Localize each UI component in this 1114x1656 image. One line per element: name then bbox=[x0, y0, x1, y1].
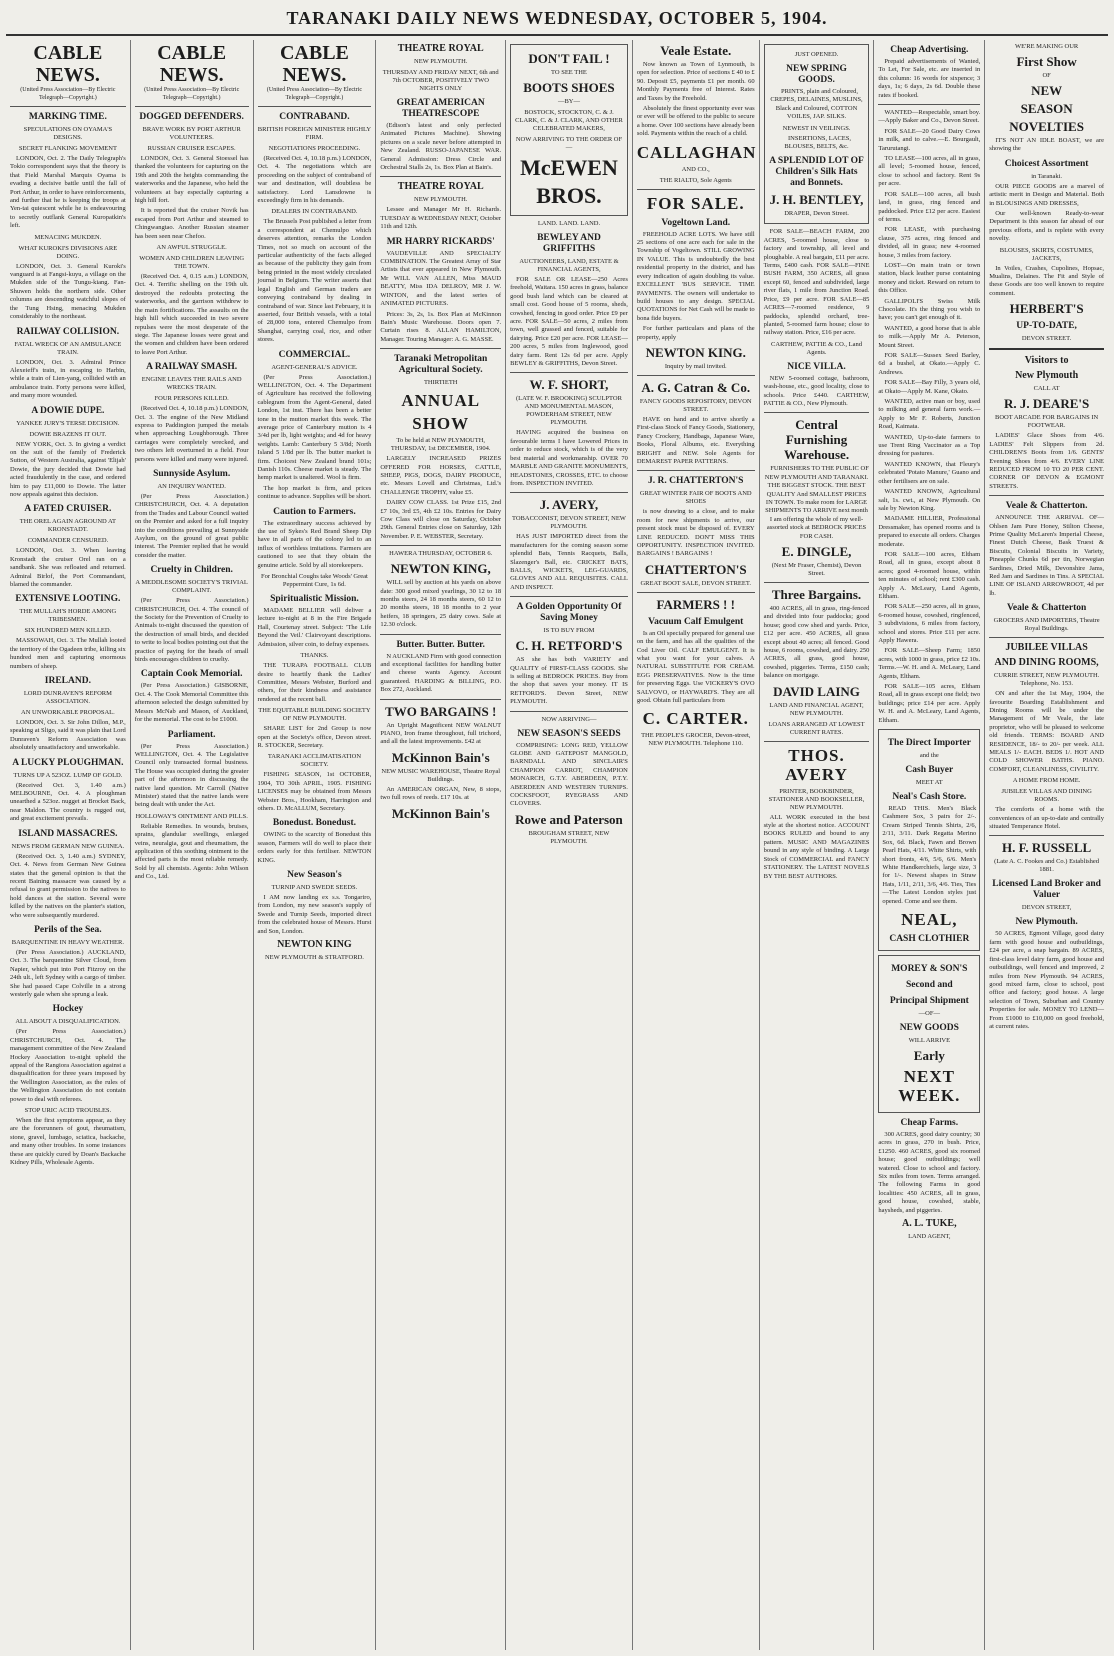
article-text: (Per Press Association.) CHRISTCHURCH, Oct. 4. The council of the Society for the Prevention of Cruelty to Animals to-night discussed the question of the destruction of small birds, and decided to write to local bodies pointing out that the practice of paying for the heads of small birds encourages children to cruelty. bbox=[134, 597, 249, 664]
subheading: DEALERS IN CONTRABAND. bbox=[271, 208, 358, 216]
subheading: TURNS UP A 523OZ. LUMP OF GOLD. bbox=[13, 771, 123, 779]
subheading: NOW ARRIVING— bbox=[541, 715, 597, 723]
advertiser-name: CHATTERTON'S bbox=[644, 561, 747, 577]
subheading: NEW MUSIC WAREHOUSE, Theatre Royal Buildings. bbox=[381, 767, 501, 783]
classified-ad: LOST—On main train or town station, black leather purse containing money and ticket. Reward on return to this Office. bbox=[878, 261, 981, 295]
subheading: JUBILEE VILLAS AND DINING ROOMS. bbox=[1001, 788, 1092, 804]
columns bbox=[6, 40, 1108, 1650]
article-text: MASSOWAH, Oct. 3. The Mullah looted the territory of the Ogadeen tribe, killing six hundred men and capturing enormous numbers of sheep. bbox=[10, 637, 126, 670]
subheading: To be held at NEW PLYMOUTH, THURSDAY, 1st DECEMBER, 1904. bbox=[390, 437, 491, 453]
headline: Hockey bbox=[52, 1004, 84, 1015]
subheading: SECRET FLANKING MOVEMENT bbox=[18, 145, 117, 152]
advert-title: Three Bargains. bbox=[771, 587, 862, 602]
advertiser-name: R. J. DEARE'S bbox=[1003, 396, 1090, 412]
article-text: 300 ACRES, good dairy country; 30 acres in grass, 270 in bush. Price, £1250. 460 ACRES, good six roomed house; good outbuildings; well watered. Close to school and factory. Six miles from town. Terms arranged. The following Farms in good localities: 450 ACRES, all in grass, good house, cowshed, stable, haysheds, and piggeries. bbox=[878, 1130, 981, 1214]
advert-title: BOOTS SHOES bbox=[523, 80, 615, 95]
headline: Vogeltown Land. bbox=[661, 217, 731, 228]
subheading: THIRTIETH bbox=[423, 379, 458, 387]
article-text: The hop market is firm, and prices continue to advance. Supplies will be short. bbox=[257, 484, 372, 501]
headline: EXTENSIVE LOOTING. bbox=[15, 594, 121, 605]
section-title: CABLE NEWS. bbox=[33, 42, 103, 86]
subheading: AN UNWORKABLE PROPOSAL. bbox=[21, 709, 115, 717]
advertiser-name: J. AVERY, bbox=[539, 497, 599, 513]
headline: Butter. Butter. Butter. bbox=[396, 639, 485, 650]
classified-list bbox=[878, 109, 980, 725]
column-5 bbox=[506, 40, 633, 1650]
article-text: LONDON, Oct. 3. General Stoessel has thanked the volunteers for capturing on the 19th and 20th the heights commanding the waterworks and the Japanese, who held the volunteers at bay especially capturing a high hill fort. bbox=[134, 155, 249, 205]
subheading: A HOME FROM HOME. bbox=[1012, 777, 1081, 785]
subheading: WE'RE MAKING OUR bbox=[1014, 43, 1079, 50]
article-text: Reliable Remedies. In wounds, bruises, sprains, glandular swellings, enlarged veins, neuralgia, gout and rheumatism, the application of this soothing ointment to the affected parts is the most reliable remedy. Sold by all chemists. Agents: John Wilson and Co., Ltd. bbox=[134, 822, 249, 881]
article-text: IT'S NOT AN IDLE BOAST, we are showing the bbox=[989, 137, 1104, 153]
headline: Cheap Advertising. bbox=[890, 45, 969, 55]
article-text: Prepaid advertisements of Wanted, To Let, For Sale, etc. are inserted in this column: 16 words for sixpence; 3 days, 1s; 6 days, 2s 6d. Double these rates if booked. bbox=[878, 58, 981, 99]
classified-ad: WANTED—Respectable, smart boy.—Apply Baker and Co., Devon Street. bbox=[878, 109, 981, 125]
advert-box bbox=[878, 955, 980, 1113]
article-text: (Received Oct. 4, 10.18 p.m.) LONDON, Oct. 4. The negotiations which are proceeding on the subject of contraband of war and destination, will doubtless be satisfactory. Lord Lansdowne is exceedingly firm in his demands. bbox=[257, 155, 372, 205]
article-text: NEW YORK, Oct. 3. In giving a verdict on the suit of the family of Frederick Sutton, of Western Australia, against 'Elijah' Dowie, the jury decided that Dowie had acted fraudulently in the case, and ordered him to pay £11,000 to Dowie. The latter now appeals against this decision. bbox=[10, 440, 126, 498]
headline: Licensed Land Broker and Valuer bbox=[992, 879, 1101, 901]
subheading: ENGINE LEAVES THE RAILS AND WRECKS TRAIN. bbox=[141, 376, 242, 392]
subheading: LAND. LAND. LAND. bbox=[537, 220, 601, 227]
article-text: NEW 5-roomed cottage, bathroom, wash-house, etc., good locality, close to schools. Price £440. CARTHEW, PATTIE & CO., New Plymouth. bbox=[763, 374, 870, 407]
headline: MARKING TIME. bbox=[28, 112, 107, 122]
headline: A Golden Opportunity Of Saving Money bbox=[516, 602, 622, 624]
subheading: TURNIP AND SWEDE SEEDS. bbox=[271, 884, 358, 891]
advert-title: TWO BARGAINS ! bbox=[385, 703, 497, 719]
advert-box bbox=[510, 44, 628, 216]
headline: CONTRABAND. bbox=[279, 112, 350, 122]
classified-ad: WANTED, active man or boy, used to milking and general farm work.—Apply to Mr F. Roberts, Junction Road, Kaimata. bbox=[878, 398, 981, 431]
classified-ad: FOR SALE—100 acres, Eltham Road, all in grass, except about 8 acres; good 4-roomed house, within ten minutes of school; rent £300 cash. Apply A. McLeary, Land Agents, Eltham. bbox=[878, 550, 981, 600]
article-text: (Per Press Association.) WELLINGTON, Oct. 4. The Department of Agriculture has received the following cablegram from the Agent-General, dated London, 1st inst. There has been a better tone in the mutton market this week. The average price of Canterbury mutton is 4 3/4d per lb, light weights; and 4d for heavy weights. Lamb: Canterbury 5 3/8d; North Island 5 1/8d per lb. The butter market is firm. Choicest New Zealand brand 101s; Danish 110s. Cheese market is steady. The hemp market is unaltered. Wool is firm. bbox=[257, 373, 372, 482]
subheading: THANKS. bbox=[300, 652, 329, 660]
headline: DOGGED DEFENDERS. bbox=[139, 112, 244, 122]
advert-title: First Show bbox=[1016, 54, 1077, 69]
advert-line: For Bronchial Coughs take Woods' Great Peppermint Cure, 1s 6d. bbox=[261, 573, 368, 589]
classified-ad: WANTED, a good horse that is able to milk.—Apply Mr A. Peterson, Mount Street. bbox=[878, 324, 981, 349]
headline: Bonedust. Bonedust. bbox=[272, 818, 357, 829]
article-text: FREEHOLD ACRE LOTS. We have still 25 sections of one acre each for sale in the Township of Vogeltown. STILL GROWING IN VALUE. This is undoubtedly the best residential property in the district, and has every indication of again doubling its value. EXCELLENT 'BUS SERVICE. TIME PAYMENTS. The owners will undertake to build houses to any design. SPECIAL QUOTATIONS for Net Cash will be made to bona fide buyers. bbox=[636, 230, 755, 322]
article-text: VAUDEVILLE AND SPECIALTY COMBINATION. The Greatest Array of Star Artists that ever appeared in New Plymouth. Mr WILL VAN ALLEN, Miss MAUD BEATTY, Miss IDA DELROY, MR J. W. WINTON, and the latest series of ANIMATED PICTURES. bbox=[380, 249, 502, 308]
advertiser-name: THOS. AVERY bbox=[785, 745, 848, 784]
advertiser-name: BROS. bbox=[536, 183, 602, 208]
article-text: OUR PIECE GOODS are a marvel of artistic merit in Design and Material. Both in BLOUSINGS AND DRESSES, bbox=[989, 182, 1104, 207]
headline: J. R. CHATTERTON'S bbox=[648, 476, 744, 487]
classified-ad: FOR LEASE, with purchasing clause, 375 acres, ring fenced and divided, all in grass; new 4-roomed house, 3 miles from factory. bbox=[878, 226, 981, 259]
article-text: An AMERICAN ORGAN, New, 8 stops, two full rows of reeds. £17 10s. at bbox=[380, 785, 502, 802]
subheading: AUCTIONEERS, LAND, ESTATE & FINANCIAL AGENTS, bbox=[519, 258, 619, 273]
article-text: ON and after the 1st May, 1904, the favourite Boarding Establishment and Dining Rooms will be under the Management of Mr Veale, the late proprietor, who will be pleased to welcome old friends. TERMS: BOARD AND RESIDENCE, 18/- to 20/- per week. ALL MEALS 1/- EACH. BEDS 1/. HOT AND COLD SHOWER BATHS. PIANO. COMFORT, CLEANLINESS, CIVILITY. bbox=[989, 690, 1104, 773]
subheading: FATAL WRECK OF AN AMBULANCE TRAIN. bbox=[14, 340, 122, 356]
article-text: FOR SALE OR LEASE—250 Acres freehold, Waitara. 150 acres in grass, balance good bush land which can be cleared at small cost. Good house of 5 rooms, sheds, cowshed, fencing in good order. Price £9 per acre. FOR SALE—50 acres, 2 miles from town, well grassed and fenced, suitable for dairying. Price £20 per acre. FOR LEASE—200 acres, 5 miles from Inglewood, good dairy farm. Rent 12s 6d per acre. Apply BEWLEY & GRIFFITHS, Devon Street. bbox=[510, 276, 628, 368]
article-text: I AM now landing ex s.s. Tongariro, from London, my new season's supply of Swede and Turnip Seeds, imported direct from the celebrated house of Messrs. Hurst and Son, London. bbox=[257, 894, 372, 935]
advert-title: DON'T FAIL ! bbox=[528, 51, 610, 66]
advert-title: Visitors to bbox=[1024, 355, 1069, 367]
classified-ad: FOR SALE—100 acres, all bush land, in grass, ring fenced and paddocked. Price £12 per acre. Easiest of terms. bbox=[878, 190, 981, 223]
classified-ad: WANTED KNOWN, that Fleury's celebrated 'Potato Manure,' Guano and other fertilisers are on sale. bbox=[878, 460, 981, 485]
subheading: GROCERS AND IMPORTERS, Theatre Royal Buildings. bbox=[993, 617, 1100, 633]
article-text: (Received Oct. 3, 1.40 a.m.) SYDNEY, Oct. 4. News from German New Guinea states that the general opinion is that the recent Baining massacre was caused by a refusal to grant permission to the natives to hold dances at the station. Several were killed by the natives on the planter's station, who were subsequently murdered. bbox=[10, 852, 126, 919]
headline: A LUCKY PLOUGHMAN. bbox=[12, 757, 124, 768]
headline: Vacuum Calf Emulgent bbox=[648, 616, 744, 627]
advertiser-name: A. L. TUKE, bbox=[902, 1218, 957, 1229]
headline: NICE VILLA. bbox=[787, 361, 846, 372]
subheading: BOOT ARCADE FOR BARGAINS IN FOOTWEAR. bbox=[995, 414, 1099, 430]
masthead: TARANAKI DAILY NEWS WEDNESDAY, OCTOBER 5, 1904. bbox=[6, 6, 1108, 36]
advertiser-name: A. G. Catran & Co. bbox=[641, 379, 751, 395]
subheading: LAND AND FINANCIAL AGENT, NEW PLYMOUTH. bbox=[769, 701, 864, 717]
subheading: NEWEST IN VEILINGS. bbox=[782, 124, 851, 132]
classified-ad: WANTED, Up-to-date farmers to use Trent Ring Vaccinator as a Top dressing for pastures. bbox=[878, 433, 981, 458]
headline: RAILWAY COLLISION. bbox=[16, 326, 120, 337]
subheading: NEWS FROM GERMAN NEW GUINEA. bbox=[11, 842, 125, 850]
article-text: 50 ACRES, Egmont Village, good dairy farm with good house and outbuildings, £24 per acre, a snap bargain. 89 ACRES, first-class level dairy farm, good house and outbuildings, well fenced and improved, 2 miles from New Plymouth. 94 ACRES, good mixed farm, close to school, post office and factory; good house. A large selection of Town, Suburban and Country Properties for sale. MONEY TO LEND—From £1000 to £10,000 on good freehold, at current rates. bbox=[989, 930, 1104, 1030]
subheading: SPECULATIONS ON OYAMA'S DESIGNS. bbox=[23, 126, 113, 141]
subheading: THE RIALTO, Sole Agents bbox=[659, 176, 732, 184]
headline: A DOWIE DUPE. bbox=[31, 405, 105, 416]
subheading: IS TO BUY FROM bbox=[543, 627, 595, 635]
article-text: When the first symptoms appear, as they are the forerunners of gout, rheumatism, stone, gravel, lumbago, sciatica, backache, and many other troubles. In some instances these are quickly cured by Doan's Backache Kidney Pills, Wholesale Agents. bbox=[10, 1117, 126, 1167]
advert-title: SHOW bbox=[412, 414, 470, 434]
subheading: PRINTER, BOOKBINDER, STATIONER AND BOOKSELLER, NEW PLYMOUTH. bbox=[768, 787, 865, 811]
column-3 bbox=[254, 40, 377, 1650]
article-text: INSERTIONS, LACES, BLOUSES, BELTS, &c. bbox=[784, 134, 852, 151]
advertiser-name: McKinnon Bain's bbox=[391, 749, 490, 765]
article-text: (Edison's latest and only perfected Animated Pictures Machine). Showing pictures on a scale never before attempted in New Zealand. RUSSO-JAPANESE WAR. General Admission: Dress Circle and Orchestral Stalls 2s, 1s. Box Plan at Bain's. bbox=[380, 122, 502, 172]
headline: Choicest Assortment bbox=[1004, 158, 1089, 169]
article-text: N AUCKLAND Firm with good connection and exceptional facilities for handling butter and cheese wants Agency. Account guaranteed. HARDING & BILLING, P.O. Box 272, Auckland. bbox=[380, 652, 502, 694]
article-text: ALL WORK executed in the best style at the shortest notice. ACCOUNT BOOKS RULED and bound to any pattern. MUSIC AND MAGAZINES bound in any style of binding. A Large Stock of COMMERCIAL and FANCY STATIONERY. The LATEST NOVELS BY THE BEST AUTHORS. bbox=[763, 813, 870, 880]
subheading: OF bbox=[1042, 72, 1051, 79]
headline: MOREY & SON'S bbox=[891, 963, 968, 974]
advertiser-name: W. F. SHORT, bbox=[529, 377, 609, 393]
subheading: YANKEE JURY'S TERSE DECISION. bbox=[16, 419, 120, 427]
subheading: HAWERA THURSDAY, OCTOBER 6. bbox=[389, 550, 493, 558]
article-text: SHARE LIST for 2nd Group is now open at the Society's office, Devon street. R. STOCKER, Secretary. bbox=[257, 725, 372, 749]
headline: MR HARRY RICKARDS' bbox=[386, 236, 495, 247]
subheading: GREAT WINTER FAIR OF BOOTS AND SHOES bbox=[639, 490, 752, 506]
advertiser-name: McEWEN bbox=[520, 155, 618, 180]
subheading: DEVON STREET. bbox=[1021, 335, 1072, 343]
headline: New Plymouth. bbox=[1015, 917, 1078, 928]
headline: IRELAND. bbox=[44, 676, 91, 687]
advert-title: FARMERS ! ! bbox=[656, 596, 735, 612]
headline: The Direct Importer bbox=[887, 738, 971, 749]
advert-title: NOVELTIES bbox=[1009, 119, 1084, 134]
subheading: CURRIE STREET, NEW PLYMOUTH. Telephone, No. 153. bbox=[993, 672, 1100, 688]
article-text: Is an Oil specially prepared for general use on the farm, and has all the qualities of the Cod Liver Oil. CALF EMULGENT. It is what you want for your calves. A NATURAL SUBSTITUTE FOR CREAM. EGG PRESERVATIVES. Now is the time for preserving Eggs. Use VICKERY'S OVO SALVOVO, or HAYWARD'S. They are all good. Obtain full particulars from bbox=[636, 629, 755, 705]
advert-title: New Plymouth bbox=[1015, 370, 1079, 382]
classified-ad: TO LEASE—100 acres, all in grass, all level; 5-roomed house, fenced, close to school and factory. Rent 9s per acre. bbox=[878, 155, 981, 188]
advertiser-name: NEWTON KING, bbox=[390, 561, 491, 577]
headline: A RAILWAY SMASH. bbox=[146, 362, 238, 373]
headline: BEWLEY AND GRIFFITHS bbox=[537, 233, 601, 254]
classified-ad: FOR SALE—Bay Filly, 3 years old, at Okato—Apply M. Kane, Okato. bbox=[878, 379, 981, 395]
subheading: BRITISH FOREIGN MINISTER HIGHLY FIRM. bbox=[257, 126, 372, 141]
advertiser-name: CALLAGHAN bbox=[636, 142, 757, 162]
headline: Perils of the Sea. bbox=[34, 924, 102, 935]
advert-title: NEW bbox=[1031, 83, 1063, 98]
advertiser-name: H. F. RUSSELL bbox=[1002, 840, 1092, 856]
subheading: (LATE W. F. BROOKING) SCULPTOR AND MONUMENTAL MASON, POWDERHAM STREET, NEW PLYMOUTH. bbox=[516, 395, 622, 427]
subheading: —OF— bbox=[918, 1009, 940, 1017]
headline: Veale & Chatterton bbox=[1006, 603, 1087, 614]
subheading: Inquiry by mail invited. bbox=[664, 362, 727, 370]
subheading: (Late A. C. Fookes and Co.) Established 1881. bbox=[994, 858, 1100, 874]
headline: GREAT AMERICAN THEATRESCOPE bbox=[396, 98, 485, 119]
article-text: The comforts of a home with the conveniences of an up-to-date and centrally situated Temperance Hotel. bbox=[989, 806, 1104, 831]
advertiser-name: NEWTON KING. bbox=[645, 344, 746, 360]
headline: Cruelty in Children. bbox=[150, 565, 233, 576]
subheading: AN INQUIRY WANTED. bbox=[157, 482, 226, 490]
article-text: WILL sell by auction at his yards on above date: 300 good mixed yearlings, 30 12 to 18 months steers, 24 18 months steers, 60 12 to 20 months steers, 18 18 months to 2 year heifers, 18 springers, 25 dairy cows. Sale at 12.30 o'clock. bbox=[380, 579, 502, 629]
subheading: GREAT BOOT SALE, DEVON STREET. bbox=[640, 579, 751, 587]
credit-line: (United Press Association—By Electric Telegraph—Copyright.) bbox=[20, 87, 116, 101]
subheading: LOANS ARRANGED AT LOWEST CURRENT RATES. bbox=[768, 720, 865, 736]
subheading: SIX HUNDRED MEN KILLED. bbox=[24, 627, 112, 635]
article-text: MADAME BELLIER will deliver a lecture to-night at 8 in the Fire Brigade Hall, Courtenay street. Subject: 'The Life Beyond the Veil.' Clairvoyant descriptions. Admission, silver coin, to defray expenses. bbox=[257, 607, 372, 648]
subheading: JUST OPENED. bbox=[794, 51, 839, 58]
article-text: Now known as Town of Lynmouth, is open for selection. Price of sections £ 40 to £ 90. Deposit £5, payments £1 per month. 60 Monthly Payments free of Interest. Rates and Taxes by the Freehold. bbox=[636, 61, 755, 102]
article-text: LONDON, Oct. 2. The Daily Telegraph's Tokio correspondent says that the theory is that Field Marshal Marquis Oyama is evading a decisive battle until the fall of Port Arthur, in order to have reinforcements, and further that he is keeping the troops at Yen-tai quiescent while he is endeavouring to secretly outflank General Kuropatkin's left. bbox=[10, 155, 126, 230]
subheading: FANCY GOODS REPOSITORY, DEVON STREET. bbox=[639, 397, 752, 413]
headline: Parliament. bbox=[167, 729, 216, 740]
headline: Second and bbox=[905, 979, 953, 990]
advert-title: FOR SALE. bbox=[646, 193, 745, 213]
advert-box bbox=[878, 729, 980, 951]
subheading: AND CO., bbox=[681, 165, 710, 173]
subheading: —BY— bbox=[557, 98, 580, 105]
classified-ad: FOR SALE—105 acres, Eltham Road, all in grass except one field; two buildings; price £14 per acre. Apply W. H. and A. McLeary, Land Agents, Eltham. bbox=[878, 683, 981, 724]
advert-title: AND DINING ROOMS, bbox=[994, 657, 1099, 669]
article-text: HAVING acquired the business on favourable terms I have Lowered Prices in order to reduce stock, which is of the very best material and workmanship. OVER 70 MARBLE AND GRANITE MONUMENTS, HEADSTONES, CROSSES, ETC. to choose from. INSPECTION INVITED. bbox=[510, 429, 628, 487]
article-text: AS she has both VARIETY and QUALITY of FIRST-CLASS GOODS. She is selling at BEDROCK PRICES. Buy from the shop that saves your money. IT IS RETFORD'S. Devon Street, NEW PLYMOUTH. bbox=[510, 656, 628, 706]
subheading: BARQUENTINE IN HEAVY WEATHER. bbox=[11, 938, 124, 946]
subheading: AGENT-GENERAL'S ADVICE. bbox=[271, 363, 358, 371]
article-text: COMPRISING: LONG RED, YELLOW GLOBE AND GATEPOST MANGOLD, BARNDALL AND SINCLAIR'S CHAMPION CARROT, CHAMPION MONARCH, G.T.Y. ABERDEEN, P.T.Y. ABERDEEN AND WESTERN TURNIPS. COCKSFOOT, RYEGRASS AND CLOVERS. bbox=[510, 741, 628, 808]
column-8 bbox=[874, 40, 985, 1650]
subheading: RUSSIAN CRUISER ESCAPES. bbox=[147, 145, 236, 152]
headline: Veale & Chatterton. bbox=[1005, 501, 1088, 512]
column-6 bbox=[633, 40, 760, 1650]
classified-ad: FOR SALE—Sussex Seed Barley, 6d a bushel, at Okato.—Apply C. Andrews. bbox=[878, 352, 981, 376]
article-text: (Per Press Association.) AUCKLAND, Oct. 3. The barquentine Silver Cloud, from Napier, which put into Port Fitzroy on the 24th ult., left Sydney with a cargo of timber. She had passed Cape Colville in a strong westerly gale when she sprung a leak. bbox=[10, 948, 126, 998]
article-text: HAVE on hand and to arrive shortly a First-class Stock of Fancy Goods, Stationery, Fancy Crockery, Handbags, Japanese Ware, Books, Floral Albums, etc. Everything BRIGHT and NEW. Sole Agents for DEMAREST PAPER PATTERNS. bbox=[636, 415, 755, 465]
subheading: NEGOTIATIONS PROCEEDING. bbox=[268, 145, 361, 152]
subheading: BLOUSES, SKIRTS, COSTUMES, JACKETS, bbox=[999, 246, 1094, 262]
article-text: (Per Press Association.) CHRISTCHURCH, Oct. 4. The management committee of the New Zealand Hockey Association to-night upheld the appeal of the Rangiora Association against a disqualification for three years imposed by the Wellington Association, as the rules of the Wellington Association do not contain power to deal with referees. bbox=[10, 1028, 126, 1103]
article-text: (Received Oct. 4, 0.15 a.m.) LONDON, Oct. 4. Terrific shelling on the 19th ult. destroyed the redoubts protecting the waterworks, and the garrison withdrew to the main fortifications. The assaults on the high hill which succeeded in two severe repulses were the most desperate of the siege. The Japanese losses were great and the women and children have been ordered to leave Port Arthur. bbox=[134, 273, 249, 356]
headline: Captain Cook Memorial. bbox=[140, 669, 243, 680]
advertiser-name: McKinnon Bain's bbox=[391, 805, 490, 821]
article-text: FURNISHERS TO THE PUBLIC OF NEW PLYMOUTH AND TARANAKI. THE BIGGEST STOCK. THE BEST QUALITY And SMALLEST PRICES IN TOWN. To make room for LARGE SHIPMENTS TO ARRIVE next month I am offering the whole of my well-assorted stock at BEDROCK PRICES FOR CASH. bbox=[764, 465, 869, 540]
subheading: BRAVE WORK BY PORT ARTHUR VOLUNTEERS. bbox=[142, 126, 241, 141]
subheading: THE EQUITABLE BUILDING SOCIETY OF NEW PLYMOUTH. bbox=[258, 707, 371, 723]
headline: UP-TO-DATE, bbox=[1016, 321, 1077, 332]
headline: NEW SEASON'S SEEDS bbox=[517, 728, 621, 739]
subheading: CALL AT bbox=[1033, 385, 1060, 393]
article-text: Our well-known Ready-to-wear Department is this season far ahead of our previous efforts, and is replete with every novelty. bbox=[989, 210, 1104, 243]
subheading: THE OREL AGAIN AGROUND AT KRONSTADT. bbox=[19, 518, 116, 534]
subheading: BOSTOCK, STOCKTON, C. & J. CLARK, C. & J. CLARK, AND OTHER CELEBRATED MAKERS, bbox=[515, 109, 623, 132]
subheading: DOWIE BRAZENS IT OUT. bbox=[29, 430, 107, 438]
advertiser-name: C. CARTER. bbox=[642, 709, 749, 729]
classified-ad: MADAME HILLIER, Professional Dressmaker, has opened rooms and is prepared to execute all orders. Charges moderate. bbox=[878, 515, 981, 548]
article-text: Prices: 3s, 2s, 1s. Box Plan at McKinnon Bain's Music Warehouse. Doors open 7. Curtain rises 8. ALLAN HAMILTON, Manager. Touring Manager: A. G. MASSE. bbox=[380, 310, 502, 343]
article-text: (Received Oct. 4, 10.18 p.m.) LONDON, Oct. 3. The engine of the New Midland express to Paddington jumped the metals when approaching Loughborough. Three carriages were completely wrecked, and two others left overturned in a field. Four persons were killed and many were injured. bbox=[134, 405, 249, 463]
headline: Taranaki Metropolitan Agricultural Society. bbox=[394, 354, 488, 376]
article-text: Absolutely the finest opportunity ever was or ever will be offered to the public to secure a home. Over 100 sections have already been sold. Payments within the reach of a child. bbox=[636, 105, 755, 138]
headline: Cash Buyer bbox=[905, 765, 954, 776]
advert-title: NEXT WEEK. bbox=[898, 1066, 961, 1105]
headline: New Season's bbox=[287, 870, 342, 880]
subheading: THURSDAY AND FRIDAY NEXT, 6th and 7th OCTOBER, POSITIVELY TWO NIGHTS ONLY bbox=[382, 69, 499, 92]
article-text: (Per Press Association.) GISBORNE, Oct. 4. The Cook Memorial Committee this afternoon selected the design submitted by Messrs McNab and Mason, of Auckland, for the memorial. The cost to be £1000. bbox=[134, 682, 249, 724]
article-text: It is reported that the cruiser Novik has escaped from Port Arthur and steamed to Chingwangtao. Another Russian steamer has been seen near Chefoo. bbox=[134, 207, 249, 240]
article-text: DAIRY COW CLASS. 1st Prize £15, 2nd £7 10s, 3rd £5, 4th £2 10s. Entries for Dairy Cow Class will close on Saturday, October 29th. General Entries close on Saturday, 12th November. P. E. WEBSTER, Secretary. bbox=[380, 499, 502, 540]
subheading: ALL ABOUT A DISQUALIFICATION. bbox=[15, 1018, 121, 1026]
classified-ad: FOR SALE—Sheep Farm; 1850 acres, with 1000 in grass, price £2 10s. Terms.—W. H. and A. McLeary, Land Agents, Eltham. bbox=[878, 647, 981, 680]
classified-ad: WANTED KNOWN, Agricultural salt, 1s. cwt., at New Plymouth. On sale by Newton King. bbox=[878, 488, 981, 512]
headline: Spiritualistic Mission. bbox=[270, 594, 359, 605]
subheading: NEW PLYMOUTH. bbox=[414, 58, 468, 65]
advertiser-name: DAVID LAING bbox=[773, 683, 860, 699]
subheading: TARANAKI ACCLIMATISATION SOCIETY. bbox=[267, 753, 362, 769]
headline: NEW GOODS bbox=[899, 1022, 959, 1033]
subheading: (Next Mr Fraser, Chemist), Devon Street. bbox=[771, 562, 862, 577]
article-text: LONDON, Oct. 3. General Kuroki's vanguard is at Fangsi-kuyu, a village on the Mukden side of the Tungu-kiang. Fan-Shuwen holds the northern side. Other columns are descending watchful slopes of the Tung Hsing, menacing Mukden considerably to the northeast. bbox=[10, 262, 126, 321]
subheading: TO SEE THE bbox=[551, 69, 587, 76]
advertiser-name: J. H. BENTLEY, bbox=[769, 192, 864, 208]
advertiser-name: Rowe and Paterson bbox=[515, 811, 623, 827]
advert-title: Veale Estate. bbox=[660, 43, 732, 58]
article-text: (Per Press Association.) WELLINGTON, Oct. 4. The Legislative Council only transacted formal business. The House was occupied during the greater part of the afternoon in discussing the native land question. Mr Carroll (Native Minister) stated that the native lands were being dealt with under the Act. bbox=[134, 742, 249, 809]
subheading: STOP URIC ACID TROUBLES. bbox=[24, 1107, 112, 1115]
subheading: COMMANDER CENSURED. bbox=[27, 537, 109, 545]
subheading: WHAT KUROKI'S DIVISIONS ARE DOING. bbox=[18, 244, 118, 260]
advertiser-name: E. DINGLE, bbox=[781, 544, 852, 559]
column-2 bbox=[131, 40, 254, 1650]
subheading: in Taranaki. bbox=[1031, 172, 1063, 180]
article-text: LARGELY INCREASED PRIZES OFFERED FOR HORSES, CATTLE, SHEEP, PIGS, DOGS, DAIRY PRODUCE, etc. Messrs Lovell and Christmas, Ltd.'s CHALLENGE TROPHY, value £5. bbox=[380, 455, 502, 496]
headline: A SPLENDID LOT OF Children's Silk Hats and Bonnets. bbox=[769, 156, 864, 189]
subheading: BROUGHAM STREET, NEW PLYMOUTH. bbox=[528, 829, 610, 845]
advertiser-name: NEAL, bbox=[901, 909, 958, 929]
article-text: FOR SALE—BEACH FARM, 200 ACRES, 5-roomed house, close to factory and township, all level and ploughable. A real bargain, £11 per acre. Terms, £400 cash. FOR SALE—FINE BUSH FARM, 350 ACRES, all grass except 60, fenced and subdivided, large river flats, 1 mile from Junction Road. Price, £9 per acre. FOR SALE—85 ACRES—7-roomed residence, 9 paddocks, splendid orchard, tree-planted, 5-roomed farm house; close to railway station. Price, £16 per acre. bbox=[763, 228, 870, 337]
headline: COMMERCIAL. bbox=[278, 349, 351, 360]
article-text: HAS JUST IMPORTED direct from the manufacturers for the coming season some splendid Bats, Tennis Racquets, Balls, Slazenger's Ball, etc. CRICKET BATS, BALLS, WICKETS, LEG-GUARDS, GLOVES AND ALL REQUISITES. CALL AND INSPECT. bbox=[510, 533, 628, 591]
subheading: HOLLOWAY'S OINTMENT AND PILLS. bbox=[135, 812, 248, 820]
headline: CASH CLOTHIER bbox=[889, 933, 970, 944]
theatre-heading: THEATRE ROYAL bbox=[397, 43, 484, 54]
theatre-heading: THEATRE ROYAL bbox=[397, 181, 484, 193]
subheading: FOUR PERSONS KILLED. bbox=[154, 395, 229, 403]
column-7 bbox=[760, 40, 875, 1650]
article-text: ANNOUNCE THE ARRIVAL OF—Ohlsen Jam Pure Honey, Stilton Cheese, Prime Quality McLaren's Imperial Cheese, Finest Dutch Cheese, Bask Truest & Biscuits, Colonial Biscuits in Variety, Pineapple Chunks 6d per tin, Norwegian Sardines, Dried Milk, Devonshire Jams, Red Jam and Sardines in Tins. A SPECIAL LINE OF ISLAND ARROWROOT, 4d per lb. bbox=[989, 514, 1104, 597]
headline: ISLAND MASSACRES. bbox=[18, 828, 118, 839]
column-4 bbox=[376, 40, 506, 1650]
advert-box bbox=[764, 44, 870, 224]
subheading: TOBACCONIST, DEVON STREET, NEW PLYMOUTH. bbox=[512, 515, 626, 531]
article-text: For further particulars and plans of the property, apply bbox=[636, 325, 755, 341]
subheading: AN AWFUL STRUGGLE. bbox=[156, 244, 227, 252]
advertiser-name: NEWTON KING bbox=[277, 939, 352, 951]
article-text: LONDON, Oct. 3. When leaving Kronstadt the cruiser Orel ran on a sandbank. She was refloated and returned. Admiral Birlof, the Port Commandant, blamed the commander. bbox=[10, 547, 126, 588]
subheading: NOW ARRIVING TO THE ORDER OF— bbox=[515, 136, 623, 151]
classified-ad: FOR SALE—20 Good Dairy Cows in milk, and to calve.—E. Bourgault, Tarurutangi. bbox=[878, 127, 981, 152]
article-text: In Voiles, Crashes, Cupolines, Hopsac, Mualins, Delaines. The Fit and Style of these Goods are too well known to require comment. bbox=[989, 264, 1104, 297]
subheading: DRAPER, Devon Street. bbox=[784, 210, 849, 218]
advert-title: Central Furnishing Warehouse. bbox=[783, 417, 850, 463]
subheading: NEW PLYMOUTH. bbox=[414, 196, 468, 204]
article-text: OWING to the scarcity of Bonedust this season, Farmers will do well to place their orders early for this fertiliser. NEWTON KING. bbox=[257, 831, 372, 864]
headline: NEW SPRING GOODS. bbox=[786, 64, 847, 85]
article-text: PRINTS, plain and Coloured, CREPES, DELAINES, MUSLINS, Black and Coloured, COTTON VOILES, JAP. SILKS. bbox=[770, 88, 863, 121]
column-1 bbox=[6, 40, 131, 1650]
article-text: LONDON, Oct. 3. Sir John Dillon, M.P., speaking at Sligo, said it was plain that Lord Dunraven's Reform Association was absolutely unsatisfactory and unworkable. bbox=[10, 719, 126, 752]
advert-title: ANNUAL bbox=[401, 391, 481, 411]
subheading: and the bbox=[919, 752, 939, 760]
article-text: The Brussels Post published a letter from a correspondent at Chemulpo which deserves attention, remarks the London Times, not so much on account of the particular authenticity of the facts alleged as because of the publicity they gain from being printed in the most widely circulated journal in Belgium. The writer asserts that legal English and German traders are conveying contraband by dealing in contraband of war. Since last February, it is asserted, four British vessels, with a total of 28,000 tons, entered Chemulpo from Shanghai, carrying coal, rice, and other stores. bbox=[257, 218, 372, 344]
headline: Principal Shipment bbox=[889, 995, 969, 1006]
credit-line: (United Press Association—By Electric Telegraph—Copyright.) bbox=[144, 87, 240, 101]
subheading: WOMEN AND CHILDREN LEAVING THE TOWN. bbox=[139, 255, 245, 271]
article-text: The extraordinary success achieved by the use of Sykes's Red Brand Sheep Dip have in all parts of the colony led to an influx of worthless imitations. Farmers are cautioned to see that they obtain the genuine article. Sold by all storekeepers. bbox=[257, 519, 372, 569]
article-text: (Per Press Association.) CHRISTCHURCH, Oct. 4. A deputation from the Trades and Labour Council waited on the Premier and asked for a full inquiry into the conditions prevailing at Sunnyside Asylum, on the ground of great public interest. The Premier replied that he would consider the matter. bbox=[134, 492, 249, 559]
headline: Sunnyside Asylum. bbox=[153, 468, 231, 479]
article-text: LONDON, Oct. 3. Admiral Prince Alexeieff's train, in escaping to Harbin, while a train of Lien-yang, collided with an ambulance train. Forty persons were killed, and many more wounded. bbox=[10, 358, 126, 400]
article-text: is now drawing to a close, and to make room for new shipments to arrive, our present stock must be disposed of. EVERY LINE REDUCED. DON'T MISS THIS OPPORTUNITY. INSPECTION INVITED. BARGAINS ! BARGAINS ! bbox=[636, 508, 755, 558]
subheading: CARTHEW, PATTIE & CO., Land Agents. bbox=[771, 340, 863, 356]
advertiser-name: HERBERT'S bbox=[1009, 301, 1084, 317]
subheading: THE MULLAH'S HORDE AMONG TRIBESMEN. bbox=[19, 608, 117, 624]
article-text: LADIES' Glace Shoes from 4/6. LADIES' Felt Slippers from 2d. CHILDREN'S Boots from 1/6. GENTS' Evening Shoes from 4/6. EVERY LINE REDUCED FROM 10 TO 20 PER CENT. CORNER OF DEVON & EGMONT STREETS. bbox=[989, 432, 1104, 490]
article-text: FISHING SEASON, 1st OCTOBER, 1904, TO 30th APRIL, 1905. FISHING LICENSES may be obtained from Messrs Webster Bros., Hookham, Harrington and others. D. McALLUM, Secretary. bbox=[257, 771, 372, 812]
article-text: (Received Oct. 3, 1.40 a.m.) MELBOURNE, Oct. 4. A ploughman unearthed a 523oz. nugget at Brocket Back, near Maldon. The country is rugged out, and great excitement prevails. bbox=[10, 781, 126, 823]
subheading: THE PEOPLE'S GROCER, Devon-street, NEW PLYMOUTH. Telephone 110. bbox=[641, 732, 751, 748]
article-text: READ THIS. Men's Black Cashmere Sox, 3 pairs for 2/-. Cream Striped Tennis Shirts, 2/6, 2/11, 3/11. Dark Regatta Merino Sox, 6d. Black, Fawn and Brown Pearl Hats, 4/11. White Shirts, with short fronts, 4/6, 5/6, 6/6. Men's White Handkerchiefs, large size, 3 for 1/-. Newest shapes in Straw Hats, 1/11, 2/11, 3/6, 4/6. Ties, Ties—The Latest London styles just opened. Come and see them. bbox=[882, 805, 977, 905]
subheading: NEW PLYMOUTH & STRATFORD. bbox=[264, 954, 364, 962]
headline: Neal's Cash Store. bbox=[892, 792, 967, 803]
headline: A FATED CRUISER. bbox=[24, 504, 112, 515]
column-9 bbox=[985, 40, 1108, 1650]
article-text: Lessee and Manager Mr H. Richards. TUESDAY & WEDNESDAY NEXT, October 11th and 12th. bbox=[380, 206, 502, 231]
classified-ad: GALLIPOLI'S Swiss Milk Chocolate. It's the thing you wish to have; you can't get enough of it. bbox=[878, 297, 981, 322]
credit-line: (United Press Association—By Electric Telegraph—Copyright.) bbox=[266, 87, 363, 101]
advert-title: SEASON bbox=[1020, 101, 1073, 116]
section-title: CABLE NEWS. bbox=[279, 42, 349, 86]
classified-ad: FOR SALE—250 acres, all in grass, 6-roomed house, cowshed, ringfenced, 3 subdivisions, 6 miles from factory, school and stores. Price £11 per acre. Apply Hawera. bbox=[878, 603, 981, 644]
advert-title: JUBILEE VILLAS bbox=[1005, 642, 1088, 654]
subheading: DEVON STREET, bbox=[1021, 904, 1072, 912]
subheading: LAND AGENT, bbox=[908, 1233, 951, 1240]
advert-title: Early bbox=[913, 1047, 945, 1063]
advertiser-name: C. H. RETFORD'S bbox=[515, 638, 623, 654]
subheading: LORD DUNRAVEN'S REFORM ASSOCIATION. bbox=[23, 690, 112, 706]
subheading: WILL ARRIVE bbox=[908, 1036, 951, 1044]
subheading: A MEDDLESOME SOCIETY'S TRIVIAL COMPLAINT. bbox=[135, 579, 248, 595]
headline: Caution to Farmers. bbox=[273, 506, 356, 517]
article-text: THE TURAPA FOOTBALL CLUB desire to heartily thank the Ladies' Committee, Messrs Webster, Burford and others, for their kindness and assistance rendered at the recent ball. bbox=[257, 662, 372, 703]
headline: Cheap Farms. bbox=[900, 1117, 959, 1128]
section-title: CABLE NEWS. bbox=[157, 42, 227, 86]
article-text: An Upright Magnificent NEW WALNUT PIANO, Iron frame throughout, full trichord, and all the latest improvements. £42 at bbox=[380, 721, 502, 746]
article-text: 400 ACRES, all in grass, ring-fenced and divided into four paddocks; good house; good cow shed and yards. Price, £12 per acre. 450 ACRES, all grass except about 40 acres; all fenced. Good house, 6 rooms, cowshed, and dairy. 250 ACRES, all grass, good house, cowshed, piggeries. Terms, £150 cash; balance on mortgage. bbox=[763, 605, 870, 680]
subheading: MENACING MUKDEN. bbox=[34, 233, 102, 241]
subheading: MEET AT bbox=[915, 779, 943, 787]
